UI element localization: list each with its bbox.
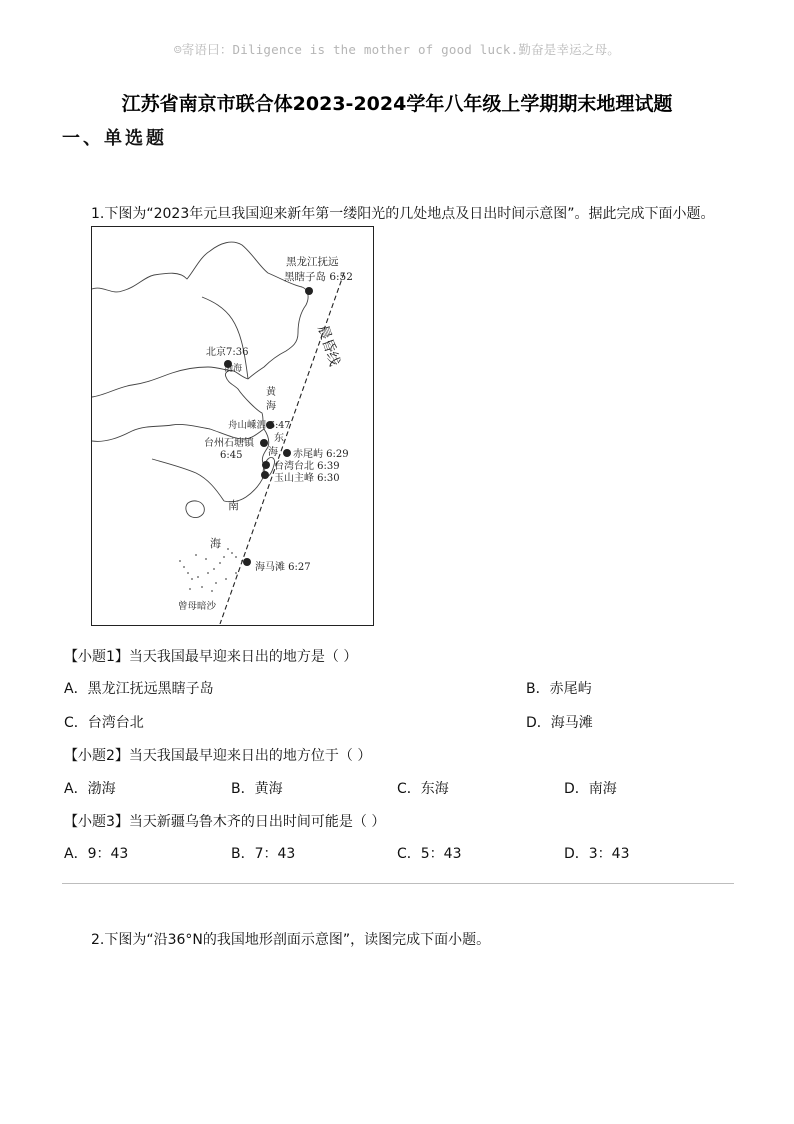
label-heilongjiang-2: 黑瞎子岛 6:52 (284, 271, 353, 283)
dot-yushan (261, 471, 269, 479)
sub3-option-d[interactable]: D．3：43 (564, 846, 630, 862)
label-taizhou-1: 台州石塘镇 (204, 438, 254, 449)
label-nanhai-1: 南 (228, 499, 239, 512)
sub3-option-b[interactable]: B．7：43 (231, 846, 296, 862)
dot-taibei (262, 461, 270, 469)
inner-border-3 (152, 459, 224, 501)
label-heilongjiang-1: 黑龙江抚远 (286, 256, 339, 268)
dot-haima (243, 558, 251, 566)
label-zengmu: 曾母暗沙 (178, 601, 217, 612)
question-1-stem: 1.下图为“2023年元旦我国迎来新年第一缕阳光的几处地点及日出时间示意图”。据此完成下面小题。 (91, 206, 715, 222)
label-beijing: 北京7:36 (206, 347, 249, 358)
dot-taizhou (260, 439, 268, 447)
sub1-option-b[interactable]: B．赤尾屿 (526, 681, 592, 697)
label-bohai: 渤海 (224, 364, 243, 374)
label-donghai-2: 海 (268, 447, 278, 458)
question-divider (62, 883, 734, 884)
section-heading: 一、单选题 (62, 128, 167, 149)
sub2-option-b[interactable]: B．黄海 (231, 781, 283, 797)
sub-question-1-stem: 【小题1】当天我国最早迎来日出的地方是（ ） (64, 649, 358, 665)
label-chiwei: 赤尾屿 6:29 (293, 449, 349, 460)
dot-heilongjiang (305, 287, 313, 295)
sub1-option-d[interactable]: D．海马滩 (526, 715, 593, 731)
sub-question-3-stem: 【小题3】当天新疆乌鲁木齐的日出时间可能是（ ） (64, 814, 386, 830)
label-nanhai-2: 海 (210, 537, 221, 550)
label-huanghai-2: 海 (266, 401, 276, 412)
label-haima: 海马滩 6:27 (255, 562, 311, 573)
label-dongshan: 舟山嵊泗 6:47 (228, 420, 291, 431)
sub2-option-d[interactable]: D．南海 (564, 781, 617, 797)
hainan-island (186, 501, 204, 518)
sub-question-2-stem: 【小题2】当天我国最早迎来日出的地方位于（ ） (64, 748, 372, 764)
header-motto: ☺寄语曰：Diligence is the mother of good luck.勤奋是幸运之母。 (174, 42, 620, 57)
sub3-option-c[interactable]: C．5：43 (397, 846, 462, 862)
sunrise-map (91, 226, 374, 626)
sub2-option-c[interactable]: C．东海 (397, 781, 449, 797)
sub3-option-a[interactable]: A．9：43 (64, 846, 129, 862)
dot-chiwei (283, 449, 291, 457)
document-title: 江苏省南京市联合体2023-2024学年八年级上学期期末地理试题 (121, 93, 673, 115)
question-2-stem: 2.下图为“沿36°N的我国地形剖面示意图”，读图完成下面小题。 (91, 932, 491, 948)
sub1-option-a[interactable]: A．黑龙江抚远黑瞎子岛 (64, 681, 214, 697)
label-yushan: 玉山主峰 6:30 (274, 473, 340, 484)
label-terminator: 晨昏线 (314, 323, 343, 369)
label-taibei: 台湾台北 6:39 (274, 461, 340, 472)
label-taizhou-2: 6:45 (220, 450, 243, 461)
label-donghai-1: 东 (274, 433, 284, 444)
sub2-option-a[interactable]: A．渤海 (64, 781, 116, 797)
sub1-option-c[interactable]: C．台湾台北 (64, 715, 144, 731)
northeast-border (92, 242, 308, 379)
label-huanghai-1: 黄 (266, 387, 276, 398)
inner-border-1 (92, 367, 234, 397)
